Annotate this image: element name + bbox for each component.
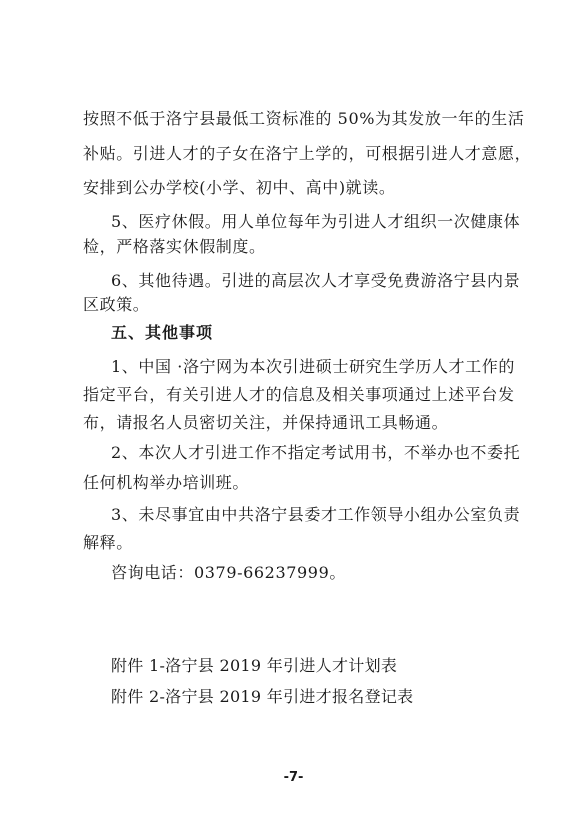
attachment-line: 附件 2-洛宁县 2019 年引进才报名登记表	[111, 687, 414, 706]
paragraph-line: 补贴。引进人才的子女在洛宁上学的，可根据引进人才意愿，	[83, 144, 532, 163]
paragraph-line: 指定平台，有关引进人才的信息及相关事项通过上述平台发	[83, 385, 515, 404]
paragraph-line: 3、未尽事宜由中共洛宁县委才工作领导小组办公室负责	[111, 505, 521, 524]
paragraph-line: 区政策。	[83, 295, 150, 314]
paragraph-line: 1、中国 ·洛宁网为本次引进硕士研究生学历人才工作的	[111, 357, 515, 376]
paragraph-line: 布，请报名人员密切关注，并保持通讯工具畅通。	[83, 413, 449, 432]
section-heading: 五、其他事项	[111, 323, 214, 342]
paragraph-line: 6、其他待遇。引进的高层次人才享受免费游洛宁县内景	[111, 271, 521, 290]
attachment-line: 附件 1-洛宁县 2019 年引进人才计划表	[111, 656, 398, 675]
paragraph-line: 2、本次人才引进工作不指定考试用书，不举办也不委托	[111, 443, 521, 462]
paragraph-line: 解释。	[83, 533, 133, 552]
paragraph-line: 检，严格落实休假制度。	[83, 237, 266, 256]
paragraph-line: 5、医疗休假。用人单位每年为引进人才组织一次健康体	[111, 212, 521, 231]
contact-line: 咨询电话：0379-66237999。	[111, 563, 346, 582]
paragraph-line: 任何机构举办培训班。	[83, 473, 250, 492]
paragraph-line: 安排到公办学校(小学、初中、高中)就读。	[83, 178, 396, 197]
page-number: -7-	[283, 770, 304, 785]
paragraph-line: 按照不低于洛宁县最低工资标准的 50%为其发放一年的生活	[83, 109, 525, 128]
